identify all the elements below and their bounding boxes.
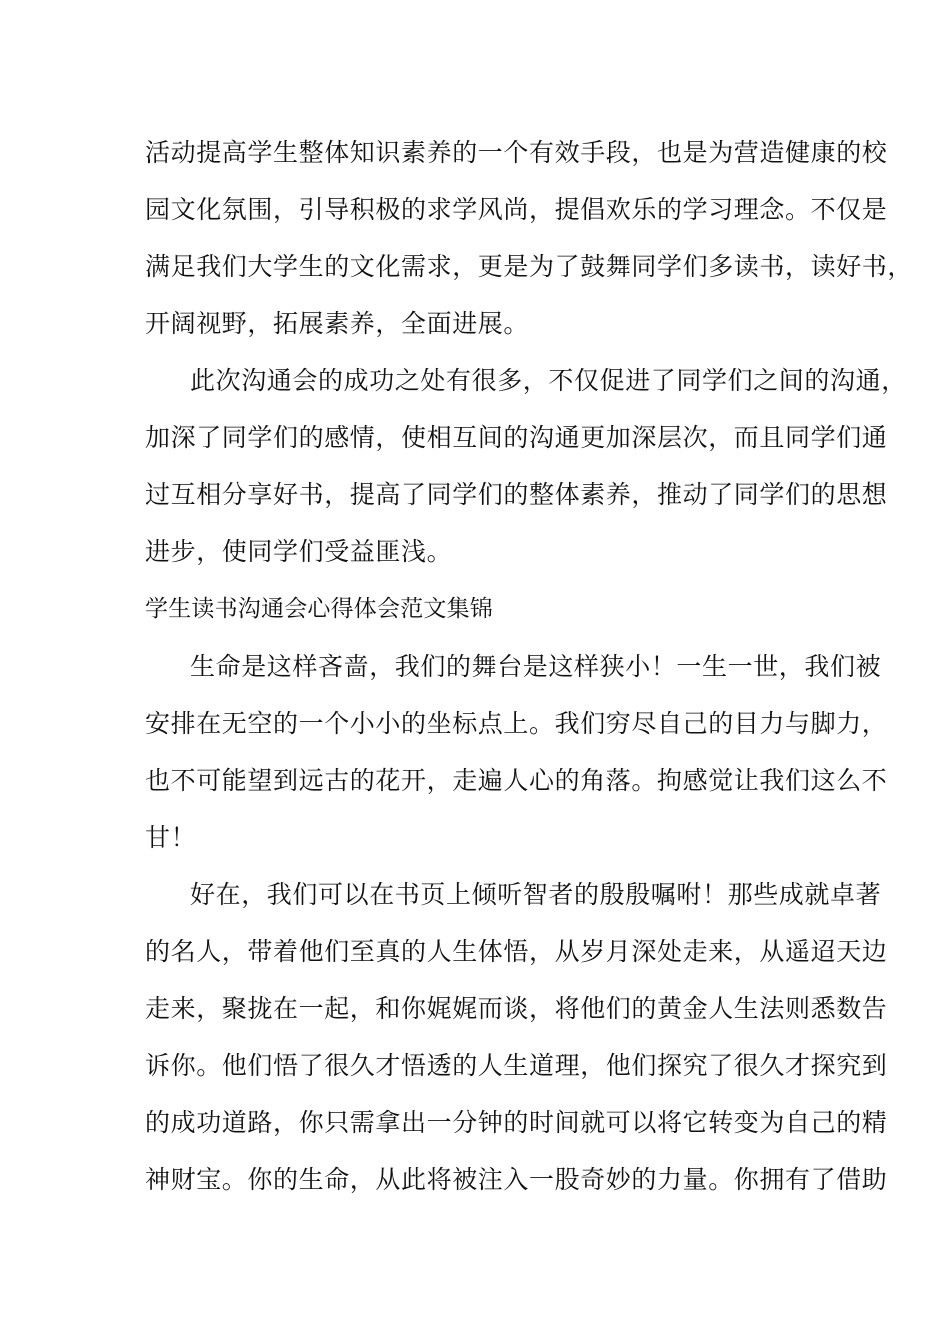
paragraph-4-line-4: 诉你。他们悟了很久才悟透的人生道理，他们探究了很久才探究到 [145, 1051, 888, 1080]
paragraph-3-line-4: 甘！ [145, 823, 197, 852]
paragraph-3-line-1: 生命是这样吝啬，我们的舞台是这样狭小！一生一世，我们被 [190, 652, 882, 681]
paragraph-2-line-2: 加深了同学们的感情，使相互间的沟通更加深层次，而且同学们通 [145, 423, 888, 452]
paragraph-1-line-3: 满足我们大学生的文化需求，更是为了鼓舞同学们多读书，读好书， [145, 252, 914, 281]
paragraph-2-line-4: 进步，使同学们受益匪浅。 [145, 537, 453, 566]
paragraph-1-line-2: 园文化氛围，引导积极的求学风尚，提倡欢乐的学习理念。不仅是 [145, 195, 888, 224]
paragraph-4-line-1: 好在，我们可以在书页上倾听智者的殷殷嘱咐！那些成就卓著 [190, 880, 882, 909]
paragraph-4-line-3: 走来，聚拢在一起，和你娓娓而谈，将他们的黄金人生法则悉数告 [145, 994, 888, 1023]
paragraph-4-line-2: 的名人，带着他们至真的人生体悟，从岁月深处走来，从遥迢天边 [145, 937, 888, 966]
paragraph-1-line-1: 活动提高学生整体知识素养的一个有效手段，也是为营造健康的校 [145, 138, 888, 167]
paragraph-2-line-1: 此次沟通会的成功之处有很多，不仅促进了同学们之间的沟通， [190, 366, 907, 395]
paragraph-3-line-2: 安排在无空的一个小小的坐标点上。我们穷尽自己的目力与脚力， [145, 709, 888, 738]
paragraph-4-line-5: 的成功道路，你只需拿出一分钟的时间就可以将它转变为自己的精 [145, 1108, 888, 1137]
paragraph-1-line-4: 开阔视野，拓展素养，全面进展。 [145, 309, 530, 338]
paragraph-3-line-3: 也不可能望到远古的花开，走遍人心的角落。拘感觉让我们这么不 [145, 766, 888, 795]
paragraph-4-line-6: 神财宝。你的生命，从此将被注入一股奇妙的力量。你拥有了借助 [145, 1165, 888, 1194]
section-heading: 学生读书沟通会心得体会范文集锦 [145, 596, 493, 622]
paragraph-2-line-3: 过互相分享好书，提高了同学们的整体素养，推动了同学们的思想 [145, 480, 888, 509]
